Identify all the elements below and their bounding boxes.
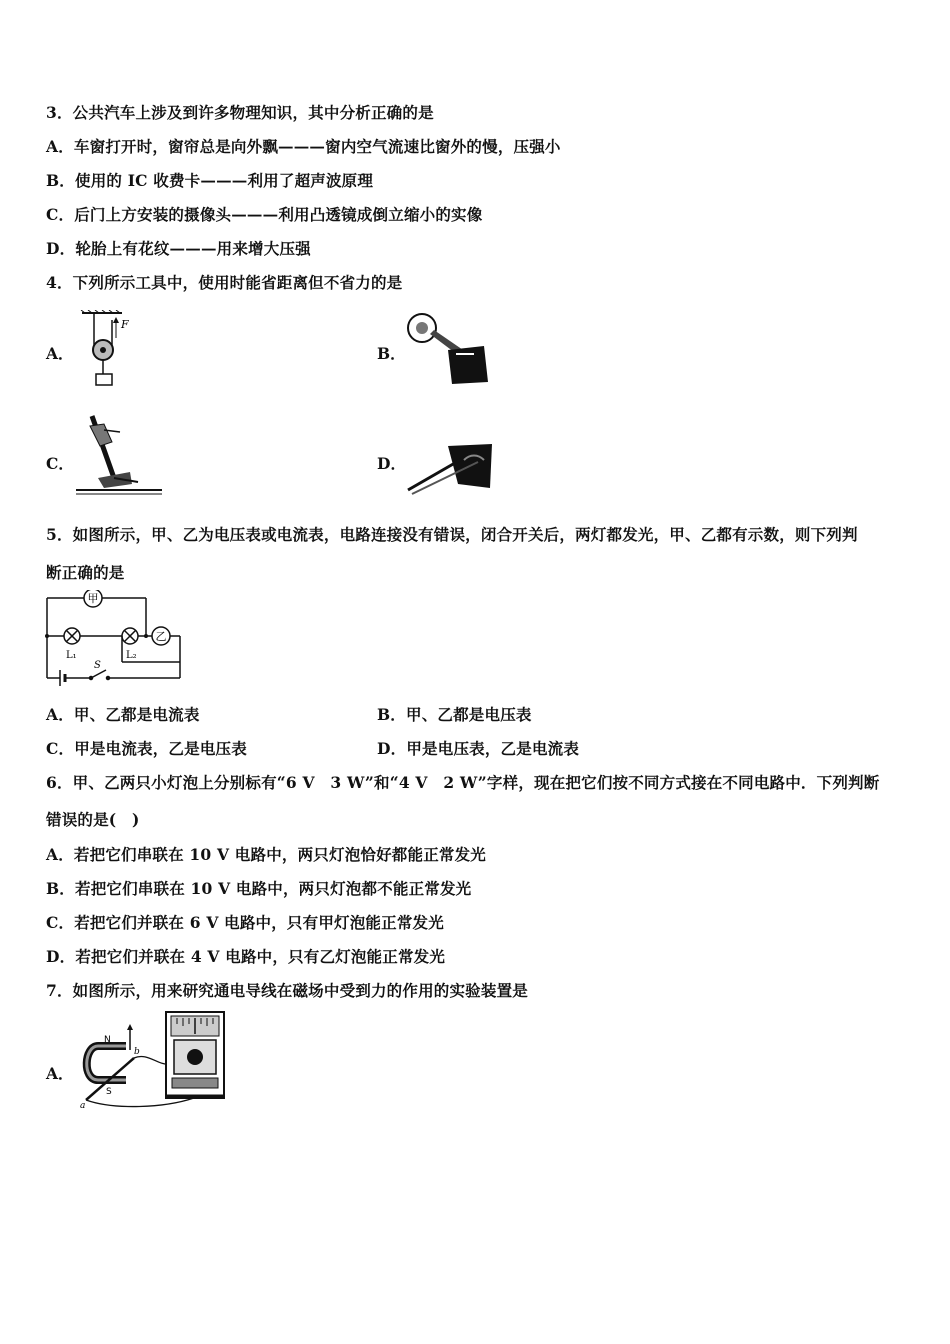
- meter-yi-label: 乙: [155, 630, 167, 643]
- magnet-apparatus-figure: [74, 1008, 230, 1112]
- q6-option-b: B．若把它们串联在 10 V 电路中，两只灯泡都不能正常发光: [46, 879, 472, 898]
- hammer-figure: [74, 412, 164, 496]
- q3-option-a: A．车窗打开时，窗帘总是向外飘———窗内空气流速比窗外的慢，压强小: [46, 137, 561, 156]
- circuit-diagram: [44, 590, 186, 690]
- lamp2-label: L₂: [126, 650, 137, 661]
- q3-option-c: C．后门上方安装的摄像头———利用凸透镜成倒立缩小的实像: [46, 205, 483, 224]
- q6-stem-line2: 错误的是( ): [46, 810, 140, 829]
- lamp1-label: L₁: [66, 650, 77, 661]
- switch-label: S: [94, 660, 101, 671]
- pulley-figure: [76, 310, 146, 390]
- q5-option-c: C．甲是电流表，乙是电压表: [46, 739, 247, 758]
- wrench-figure: [404, 310, 494, 390]
- q7-stem: 7．如图所示，用来研究通电导线在磁场中受到力的作用的实验装置是: [46, 981, 528, 1000]
- q5-option-d: D．甲是电压表，乙是电流表: [377, 739, 580, 758]
- wire-end-a-label: a: [80, 1101, 86, 1111]
- q4-label-a: A．: [46, 344, 74, 363]
- q5-stem-line2: 断正确的是: [46, 563, 125, 582]
- chopsticks-figure: [404, 440, 494, 498]
- q4-label-c: C．: [46, 454, 74, 473]
- q6-option-d: D．若把它们并联在 4 V 电路中，只有乙灯泡能正常发光: [46, 947, 446, 966]
- q5-stem-line1: 5．如图所示，甲、乙为电压表或电流表，电路连接没有错误，闭合开关后，两灯都发光，甲、乙都有示数，则下列判: [46, 525, 858, 544]
- south-pole-label: S: [106, 1087, 112, 1097]
- q3-stem: 3．公共汽车上涉及到许多物理知识，其中分析正确的是: [46, 103, 434, 122]
- meter-jia-label: 甲: [87, 592, 99, 605]
- q4-label-d: D．: [377, 454, 406, 473]
- q3-option-b: B．使用的 IC 收费卡———利用了超声波原理: [46, 171, 374, 190]
- q5-option-a: A．甲、乙都是电流表: [46, 705, 200, 724]
- q6-option-a: A．若把它们串联在 10 V 电路中，两只灯泡恰好都能正常发光: [46, 845, 487, 864]
- q6-stem-line1: 6．甲、乙两只小灯泡上分别标有“6 V 3 W”和“4 V 2 W”字样，现在把它们按不同方式接在不同电路中．下列判断: [46, 773, 880, 792]
- force-label: F: [121, 318, 129, 331]
- q6-option-c: C．若把它们并联在 6 V 电路中，只有甲灯泡能正常发光: [46, 913, 444, 932]
- q4-label-b: B．: [377, 344, 406, 363]
- q3-option-d: D．轮胎上有花纹———用来增大压强: [46, 239, 311, 258]
- q4-stem: 4．下列所示工具中，使用时能省距离但不省力的是: [46, 273, 403, 292]
- q7-label-a: A．: [46, 1064, 74, 1083]
- wire-end-b-label: b: [134, 1047, 140, 1057]
- q5-option-b: B．甲、乙都是电压表: [377, 705, 532, 724]
- north-pole-label: N: [104, 1035, 111, 1045]
